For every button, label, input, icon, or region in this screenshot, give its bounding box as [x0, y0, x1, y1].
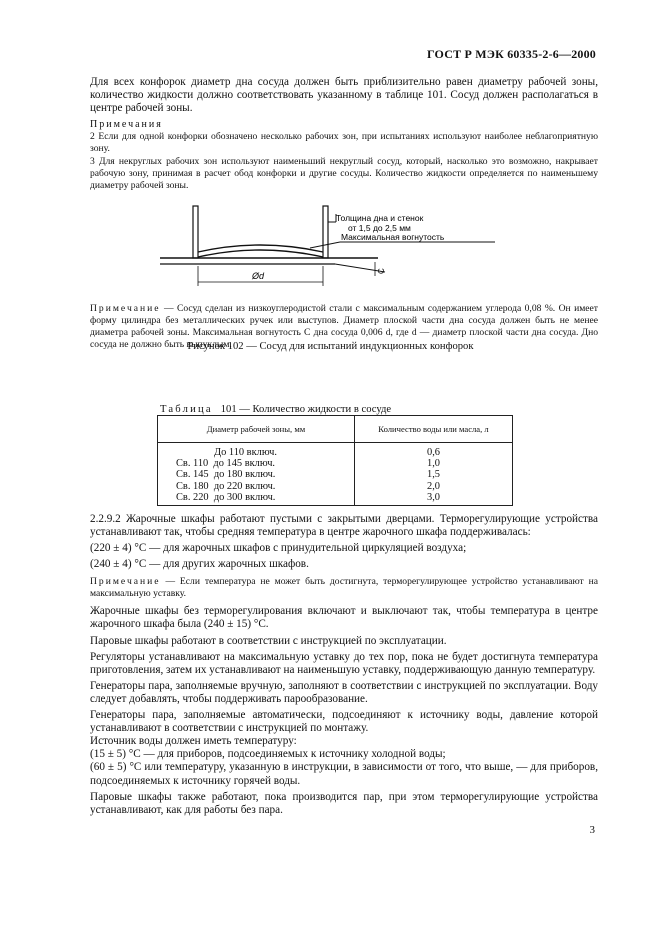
convexity-label: Максимальная вогнутость [341, 232, 445, 242]
vessel-figure [160, 200, 500, 290]
intro-section [90, 76, 598, 192]
paragraph-steam-operation: Паровые шкафы также работают, пока производится пар, при этом терморегулирующие устройства устанавливают, как для работы без пара. [90, 790, 598, 816]
liquid-quantity-table [157, 415, 513, 506]
note-2: 2 Если для одной конфорки обозначено несколько рабочих зон, при испытаниях используют наиболее неблагоприятную зону. [90, 131, 598, 155]
vessel-bottom-lower [198, 250, 323, 257]
table-cell-quantity: 1,5 [427, 469, 440, 481]
paragraph-hot-water: (60 ± 5) °C или температуру, указанную в инструкции, в зависимости от того, что выше, — для приборов, подсоединяемых к источнику горячей воды. [90, 761, 598, 787]
paragraph-cold-water: (15 ± 5) °C — для приборов, подсоединяемых к источнику холодной воды; [90, 748, 446, 761]
body-section [90, 513, 598, 817]
temp-forced-air: (220 ± 4) °C — для жарочных шкафов с принудительной циркуляцией воздуха; [90, 542, 467, 555]
vessel-left-wall [193, 206, 198, 258]
table-cell-quantity: 0,6 [427, 447, 440, 458]
paragraph-auto-generators: Генераторы пара, заполняемые автоматически, подсоединяют к источнику воды, давление которой устанавливают в соответствии с инструкцией по монтажу. [90, 709, 598, 735]
c-label: C [377, 268, 386, 274]
vessel-bottom-upper [198, 245, 323, 252]
col-header-quantity: Количество воды или масла, л [355, 416, 513, 443]
vessel-right-wall [323, 206, 328, 258]
table-cell-quantity: 2,0 [427, 480, 440, 492]
table-cell-diameter: Св. 110 до 145 включ. [176, 458, 276, 470]
note-3: 3 Для некруглых рабочих зон используют наименьший некруглый сосуд, который, насколько это возможно, накрывает рабочую зону, принимая в расчет обод конфорки и другие сосуды. Количество жидкости определяется по наименьшему диаметру рабочей зоны. [90, 156, 598, 192]
table-cell-quantity: 1,0 [427, 458, 440, 470]
paragraph-2-2-9-2: 2.2.9.2 Жарочные шкафы работают пустыми с закрытыми дверцами. Терморегулирующие устройства устанавливают так, чтобы средняя температура в центре жарочного шкафа поддерживалась: [90, 513, 598, 539]
paragraph-regulators: Регуляторы устанавливают на максимальную уставку до тех пор, пока не будет достигнута температура приготовления, затем их устанавливают на наименьшую уставку, поддерживающую данную температуру. [90, 650, 598, 676]
convexity-leader [310, 242, 340, 248]
table-cell-diameter: Св. 220 до 300 включ. [176, 491, 276, 503]
table-cell-diameter: До 110 включ. [214, 447, 278, 458]
diameter-label: Ød [252, 271, 265, 281]
page-number: 3 [589, 824, 595, 836]
standard-header: ГОСТ Р МЭК 60335-2-6—2000 [427, 47, 596, 61]
table-title: Таблица 101 — Количество жидкости в сосуде [160, 404, 392, 415]
paragraph-manual-generators: Генераторы пара, заполняемые вручную, заполняют в соответствии с инструкцией по эксплуатации. Воду следует добавлять, чтобы поддерживать парообразование. [90, 679, 598, 705]
temp-other: (240 ± 4) °C — для других жарочных шкафов. [90, 558, 309, 571]
col-header-diameter: Диаметр рабочей зоны, мм [158, 416, 355, 443]
figure-caption: Рисунок 102 — Сосуд для испытаний индукционных конфорок [187, 341, 474, 352]
figure-note: Примечание — Сосуд сделан из низкоуглеродистой стали с максимальным содержанием углерода 0,08 %. Он имеет форму цилиндра без металлических ручек или выступов. Диаметр плоской части дна сосуда должен быть не менее диаметра рабочей зоны. Максимальная вогнутость C дна сосуда 0,006 d, где d — диаметр плоской части дна сосуда. Дно сосуда не должно быть выпуклым. [90, 303, 599, 350]
table-cell-diameter: Св. 180 до 220 включ. [176, 480, 276, 492]
paragraph-no-thermostat: Жарочные шкафы без терморегулирования включают и выключают так, чтобы температура в центре жарочного шкафа была (240 ± 15) °C. [90, 605, 598, 631]
table-cell-quantity: 3,0 [427, 491, 440, 503]
paragraph-steam-ovens: Паровые шкафы работают в соответствии с инструкцией по эксплуатации. [90, 634, 447, 647]
thickness-label-2: от 1,5 до 2,5 мм [348, 223, 411, 233]
table-cell-diameter: Св. 145 до 180 включ. [176, 469, 276, 481]
table-row [158, 443, 513, 506]
body-note: Примечание — Если температура не может быть достигнута, терморегулирующее устройство устанавливают на максимальную уставку. [90, 576, 598, 600]
intro-paragraph: Для всех конфорок диаметр дна сосуда должен быть приблизительно равен диаметру рабочей зоны, количество жидкости должно соответствовать указанному в таблице 101. Сосуд должен располагаться в центре рабочей зоны. [90, 76, 598, 115]
paragraph-water-source: Источник воды должен иметь температуру: [90, 735, 297, 748]
notes-label: Примечания [90, 119, 163, 131]
thickness-label-1: Толщина дна и стенок [336, 213, 424, 223]
